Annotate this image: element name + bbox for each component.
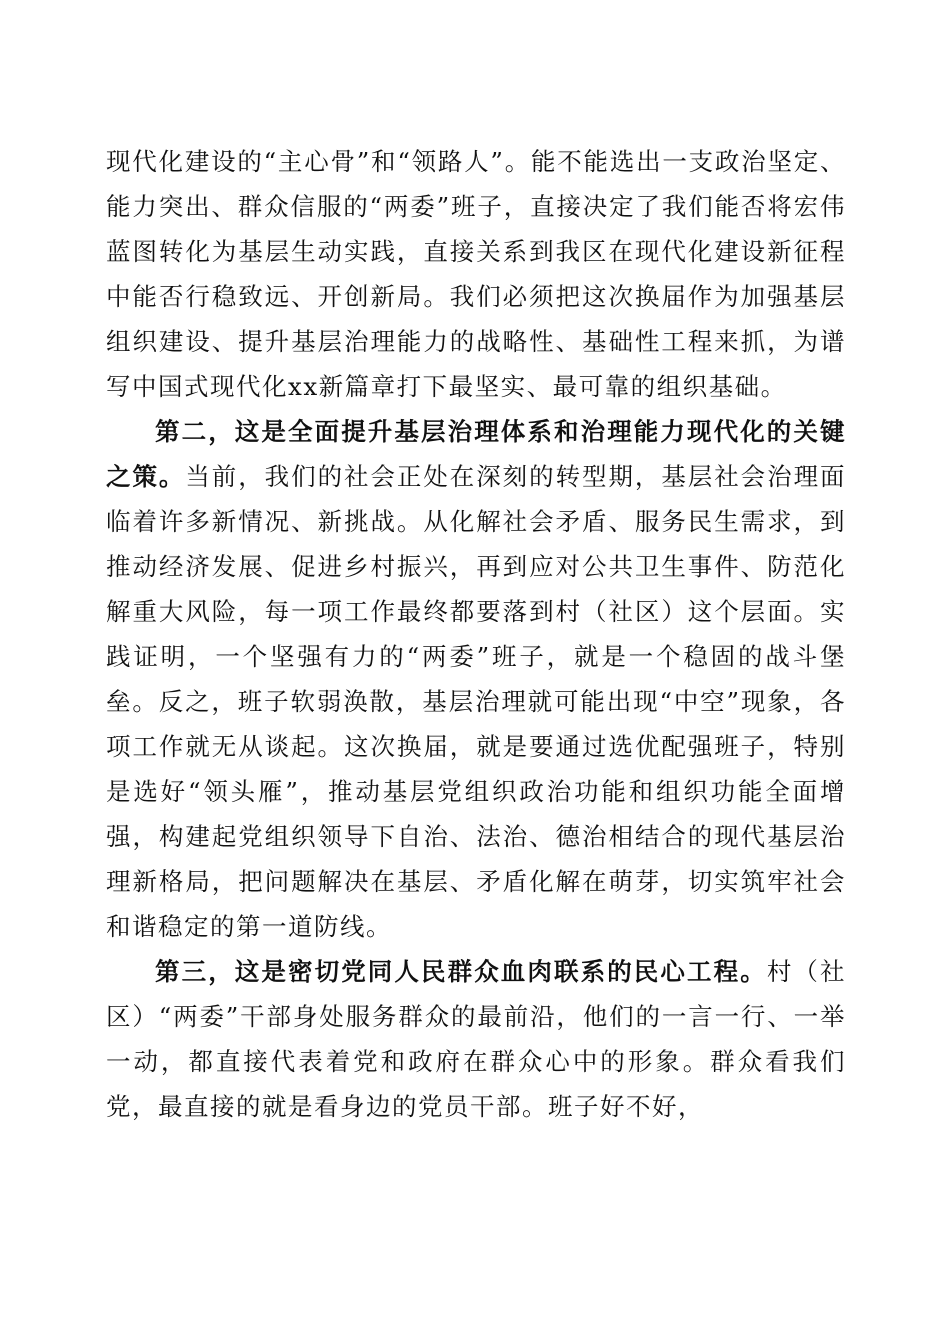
paragraph-2-body: 当前，我们的社会正处在深刻的转型期，基层社会治理面临着许多新情况、新挑战。从化解社会矛盾、服务民生需求，到推动经济发展、促进乡村振兴，再到应对公共卫生事件、防范化解重大风险，每一项工作最终都要落到村（社区）这个层面。实践证明，一个坚强有力的“两委”班子，就是一个稳固的战斗堡垒。反之，班子软弱涣散，基层治理就可能出现“中空”现象，各项工作就无从谈起。这次换届，就是要通过选优配强班子，特别是选好“领头雁”，推动基层党组织政治功能和组织功能全面增强，构建起党组织领导下自治、法治、德治相结合的现代基层治理新格局，把问题解决在基层、矛盾化解在萌芽，切实筑牢社会和谐稳定的第一道防线。 [106,462,847,941]
paragraph-3-body: 村（社区）“两委”干部身处服务群众的最前沿，他们的一言一行、一举一动，都直接代表着党和政府在群众心中的形象。群众看我们党，最直接的就是看身边的党员干部。班子好不好， [106,957,847,1121]
paragraph-3 [106,949,846,1129]
paragraph-2 [106,409,846,949]
paragraph-2-heading: 第二，这是全面提升基层治理体系和治理能力现代化的关键之策。 [106,417,846,491]
paragraph-1 [106,139,846,409]
paragraph-3-heading: 第三，这是密切党同人民群众血肉联系的民心工程。 [155,957,767,986]
paragraph-1-body: 现代化建设的“主心骨”和“领路人”。能不能选出一支政治坚定、能力突出、群众信服的“两委”班子，直接决定了我们能否将宏伟蓝图转化为基层生动实践，直接关系到我区在现代化建设新征程中能否行稳致远、开创新局。我们必须把这次换届作为加强基层组织建设、提升基层治理能力的战略性、基础性工程来抓，为谱写中国式现代化xx新篇章打下最坚实、最可靠的组织基础。 [106,147,846,401]
body-text [106,139,846,1129]
